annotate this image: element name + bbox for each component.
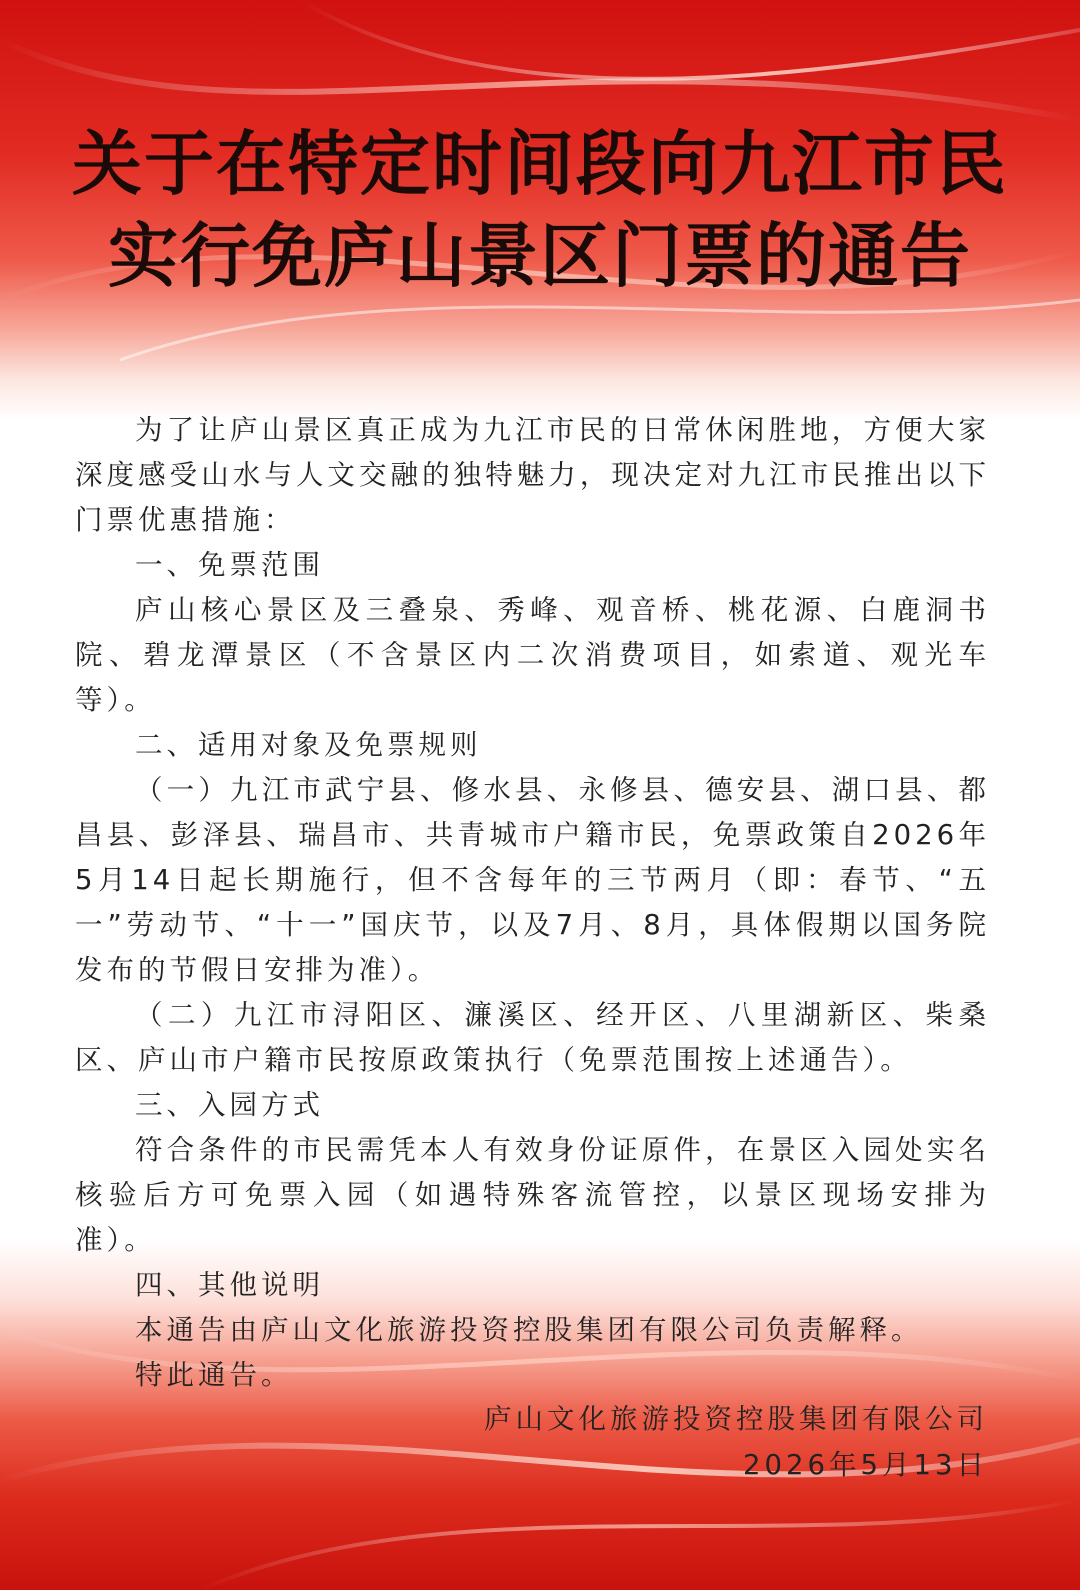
issuer-name: 庐山文化旅游投资控股集团有限公司 [484, 1403, 988, 1435]
section-heading-eligibility: 二、适用对象及免票规则 [135, 729, 482, 761]
entry-paragraph: 符合条件的市民需凭本人有效身份证原件，在景区入园处实名核验后方可免票入园（如遇特殊客流管控，以景区现场安排为准）。 [75, 1134, 990, 1256]
section-heading-entry: 三、入园方式 [135, 1089, 324, 1121]
eligibility-paragraph-2: （二）九江市浔阳区、濂溪区、经开区、八里湖新区、柴桑区、庐山市户籍市民按原政策执行（免票范围按上述通告）。 [75, 999, 990, 1076]
notice-body [75, 408, 990, 1398]
closing-paragraph: 特此通告。 [135, 1359, 293, 1391]
notice-title [0, 118, 1080, 302]
intro-paragraph: 为了让庐山景区真正成为九江市民的日常休闲胜地，方便大家深度感受山水与人文交融的独特魅力，现决定对九江市民推出以下门票优惠措施： [75, 414, 990, 536]
section-heading-free-scope: 一、免票范围 [135, 549, 324, 581]
eligibility-paragraph-1: （一）九江市武宁县、修水县、永修县、德安县、湖口县、都昌县、彭泽县、瑞昌市、共青城市户籍市民，免票政策自2026年5月14日起长期施行，但不含每年的三节两月（即：春节、“五一”劳动节、“十一”国庆节，以及7月、8月，具体假期以国务院发布的节假日安排为准）。 [75, 774, 990, 986]
free-scope-paragraph: 庐山核心景区及三叠泉、秀峰、观音桥、桃花源、白鹿洞书院、碧龙潭景区（不含景区内二次消费项目，如索道、观光车等）。 [75, 594, 990, 716]
interpretation-paragraph: 本通告由庐山文化旅游投资控股集团有限公司负责解释。 [135, 1314, 923, 1346]
title-line-2: 实行免庐山景区门票的通告 [108, 214, 972, 297]
section-heading-other: 四、其他说明 [135, 1269, 324, 1301]
issue-date: 2026年5月13日 [743, 1449, 988, 1481]
title-line-1: 关于在特定时间段向九江市民 [72, 122, 1008, 205]
signature-block [484, 1396, 988, 1488]
